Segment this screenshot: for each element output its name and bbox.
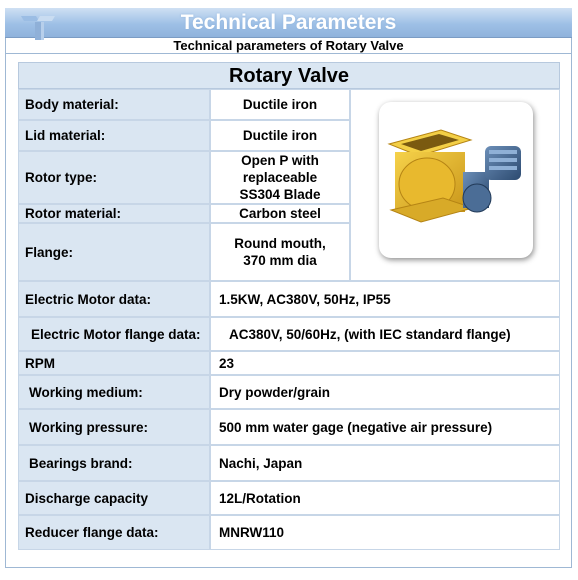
title-bar bbox=[5, 8, 572, 38]
spec-value: Ductile iron bbox=[210, 120, 350, 151]
page-title: Technical Parameters bbox=[180, 11, 397, 34]
spec-value: MNRW110 bbox=[210, 515, 560, 550]
spec-label: Body material: bbox=[18, 89, 210, 120]
spec-label-text: Electric Motor flange data: bbox=[31, 326, 201, 342]
spec-label: Flange: bbox=[18, 223, 210, 281]
spec-value: Round mouth, 370 mm dia bbox=[210, 223, 350, 281]
product-photo-cell bbox=[350, 89, 560, 281]
spec-label: Working medium: bbox=[18, 375, 210, 409]
spec-label: Rotor material: bbox=[18, 204, 210, 223]
spec-value: 12L/Rotation bbox=[210, 481, 560, 515]
spec-label: RPM bbox=[18, 351, 210, 375]
spec-label: Working pressure: bbox=[18, 409, 210, 445]
spec-value: Open P with replaceable SS304 Blade bbox=[210, 151, 350, 204]
spec-value: Nachi, Japan bbox=[210, 445, 560, 481]
spec-label bbox=[18, 317, 210, 351]
spec-value: 1.5KW, AC380V, 50Hz, IP55 bbox=[210, 281, 560, 317]
spec-value: 23 bbox=[210, 351, 560, 375]
spec-label: Rotor type: bbox=[18, 151, 210, 204]
spec-label: Reducer flange data: bbox=[18, 515, 210, 550]
spec-value: Carbon steel bbox=[210, 204, 350, 223]
rotary-valve-photo-icon bbox=[379, 102, 533, 258]
product-name: Rotary Valve bbox=[18, 62, 560, 89]
spec-value: Dry powder/grain bbox=[210, 375, 560, 409]
spec-label: Bearings brand: bbox=[18, 445, 210, 481]
subtitle: Technical parameters of Rotary Valve bbox=[5, 38, 572, 54]
spec-label: Lid material: bbox=[18, 120, 210, 151]
spec-value: AC380V, 50/60Hz, (with IEC standard flange) bbox=[210, 317, 560, 351]
spec-value: Ductile iron bbox=[210, 89, 350, 120]
spec-value: 500 mm water gage (negative air pressure) bbox=[210, 409, 560, 445]
spec-label: Electric Motor data: bbox=[18, 281, 210, 317]
spec-label: Discharge capacity bbox=[18, 481, 210, 515]
